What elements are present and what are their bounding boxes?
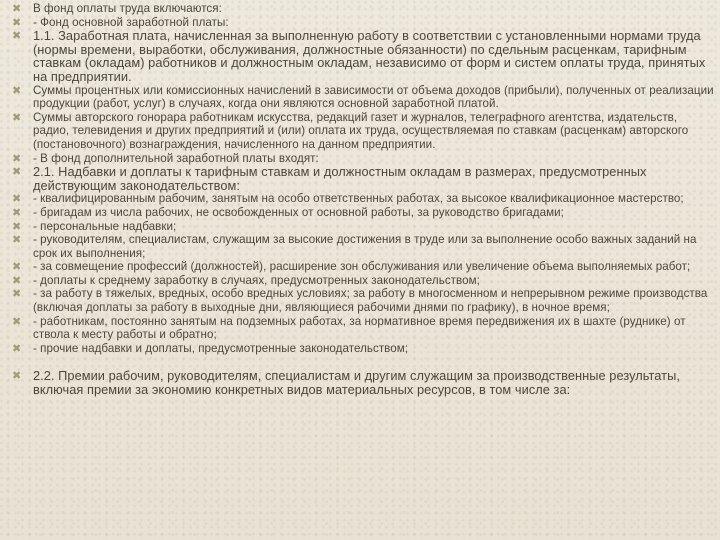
list-item — [12, 111, 714, 152]
x-mark-icon: ✖ — [12, 260, 22, 274]
list-item — [12, 342, 714, 356]
list-item — [12, 165, 714, 192]
list-item-text: 2.1. Надбавки и доплаты к тарифным ставкам и должностным окладам в размерах, предусмотренных действующим законодательством: — [33, 164, 647, 193]
x-mark-icon: ✖ — [12, 314, 22, 328]
list-item — [12, 369, 714, 396]
x-mark-icon: ✖ — [12, 151, 22, 165]
x-mark-icon: ✖ — [12, 83, 22, 97]
list-item-text: - Фонд основной заработной платы: — [33, 15, 229, 29]
list-item-text: - В фонд дополнительной заработной платы входят: — [33, 151, 319, 165]
list-item-text: - квалифицированным рабочим, занятым на особо ответственных работах, за высокое квалификационное мастерство; — [33, 192, 684, 206]
list-item-text: - за работу в тяжелых, вредных, особо вредных условиях; за работу в многосменном и непрерывном режиме производства (включая доплаты за работу в выходные дни, являющиеся рабочими днями по графику), в ночное время; — [33, 287, 708, 315]
x-mark-icon: ✖ — [12, 369, 22, 383]
x-mark-icon: ✖ — [12, 233, 22, 247]
list-item — [12, 29, 714, 83]
list-item — [12, 2, 714, 16]
list-item-text: - доплаты к среднему заработку в случаях, предусмотренных законодательством; — [33, 273, 480, 287]
list-item — [12, 84, 714, 111]
list-item-text: - прочие надбавки и доплаты, предусмотренные законодательством; — [33, 341, 409, 355]
list-item — [12, 16, 714, 30]
list-item-text: - работникам, постоянно занятым на подземных работах, за нормативное время передвижения их в шахте (руднике) от ствола к месту работы и обратно; — [33, 314, 686, 342]
list-item — [12, 260, 714, 274]
list-item — [12, 206, 714, 220]
list-item — [12, 152, 714, 166]
x-mark-icon: ✖ — [12, 15, 22, 29]
x-mark-icon: ✖ — [12, 341, 22, 355]
x-mark-icon: ✖ — [12, 192, 22, 206]
list-item-text: - бригадам из числа рабочих, не освобожденных от основной работы, за руководство бригадами; — [33, 205, 564, 219]
x-mark-icon: ✖ — [12, 110, 22, 124]
list-item-text: В фонд оплаты труда включаются: — [33, 2, 222, 15]
x-mark-icon: ✖ — [12, 2, 22, 15]
list-item — [12, 233, 714, 260]
bullet-list — [12, 2, 714, 397]
list-item — [12, 192, 714, 206]
list-item-text: 2.2. Премии рабочим, руководителям, специалистам и другим служащим за производственные результаты, включая премии за экономию конкретных видов материальных ресурсов, в том числе за: — [33, 368, 680, 398]
x-mark-icon: ✖ — [12, 273, 22, 287]
x-mark-icon: ✖ — [12, 205, 22, 219]
x-mark-icon: ✖ — [12, 29, 22, 43]
x-mark-icon: ✖ — [12, 287, 22, 301]
list-item-text: Суммы процентных или комиссионных начислений в зависимости от объема доходов (прибыли), полученных от реализации продукции (работ, услуг) в случаях, когда они являются основной заработной платой. — [33, 83, 714, 111]
list-item — [12, 220, 714, 234]
list-item — [12, 315, 714, 342]
list-item-text: - руководителям, специалистам, служащим за высокие достижения в труде или за выполнение особо важных заданий на срок их выполнения; — [33, 233, 697, 260]
list-item — [12, 274, 714, 288]
x-mark-icon: ✖ — [12, 219, 22, 233]
list-item-text: 1.1. Заработная плата, начисленная за выполненную работу в соответствии с установленными нормами труда (нормы времени, выработки, обслуживания, должностные обязанности) по сдельным расценкам, тарифным ставкам (окладам) работников и должностным окладам, независимо от форм и систем оплаты труда, принятых на предприятии. — [33, 28, 706, 84]
x-mark-icon: ✖ — [12, 165, 22, 179]
list-item — [12, 287, 714, 314]
list-item-text: - персональные надбавки; — [33, 219, 177, 233]
list-item-text: Суммы авторского гонорара работникам искусства, редакций газет и журналов, телеграфного агентства, издательств, радио, телевидения и других предприятий и (или) оплата их труда, осуществляемая по ставкам (расценкам) авторского (постановочного) вознаграждения, начисленного на данном предприятии. — [33, 110, 689, 151]
list-item-text: - за совмещение профессий (должностей), расширение зон обслуживания или увеличение объема выполняемых работ; — [33, 260, 691, 274]
